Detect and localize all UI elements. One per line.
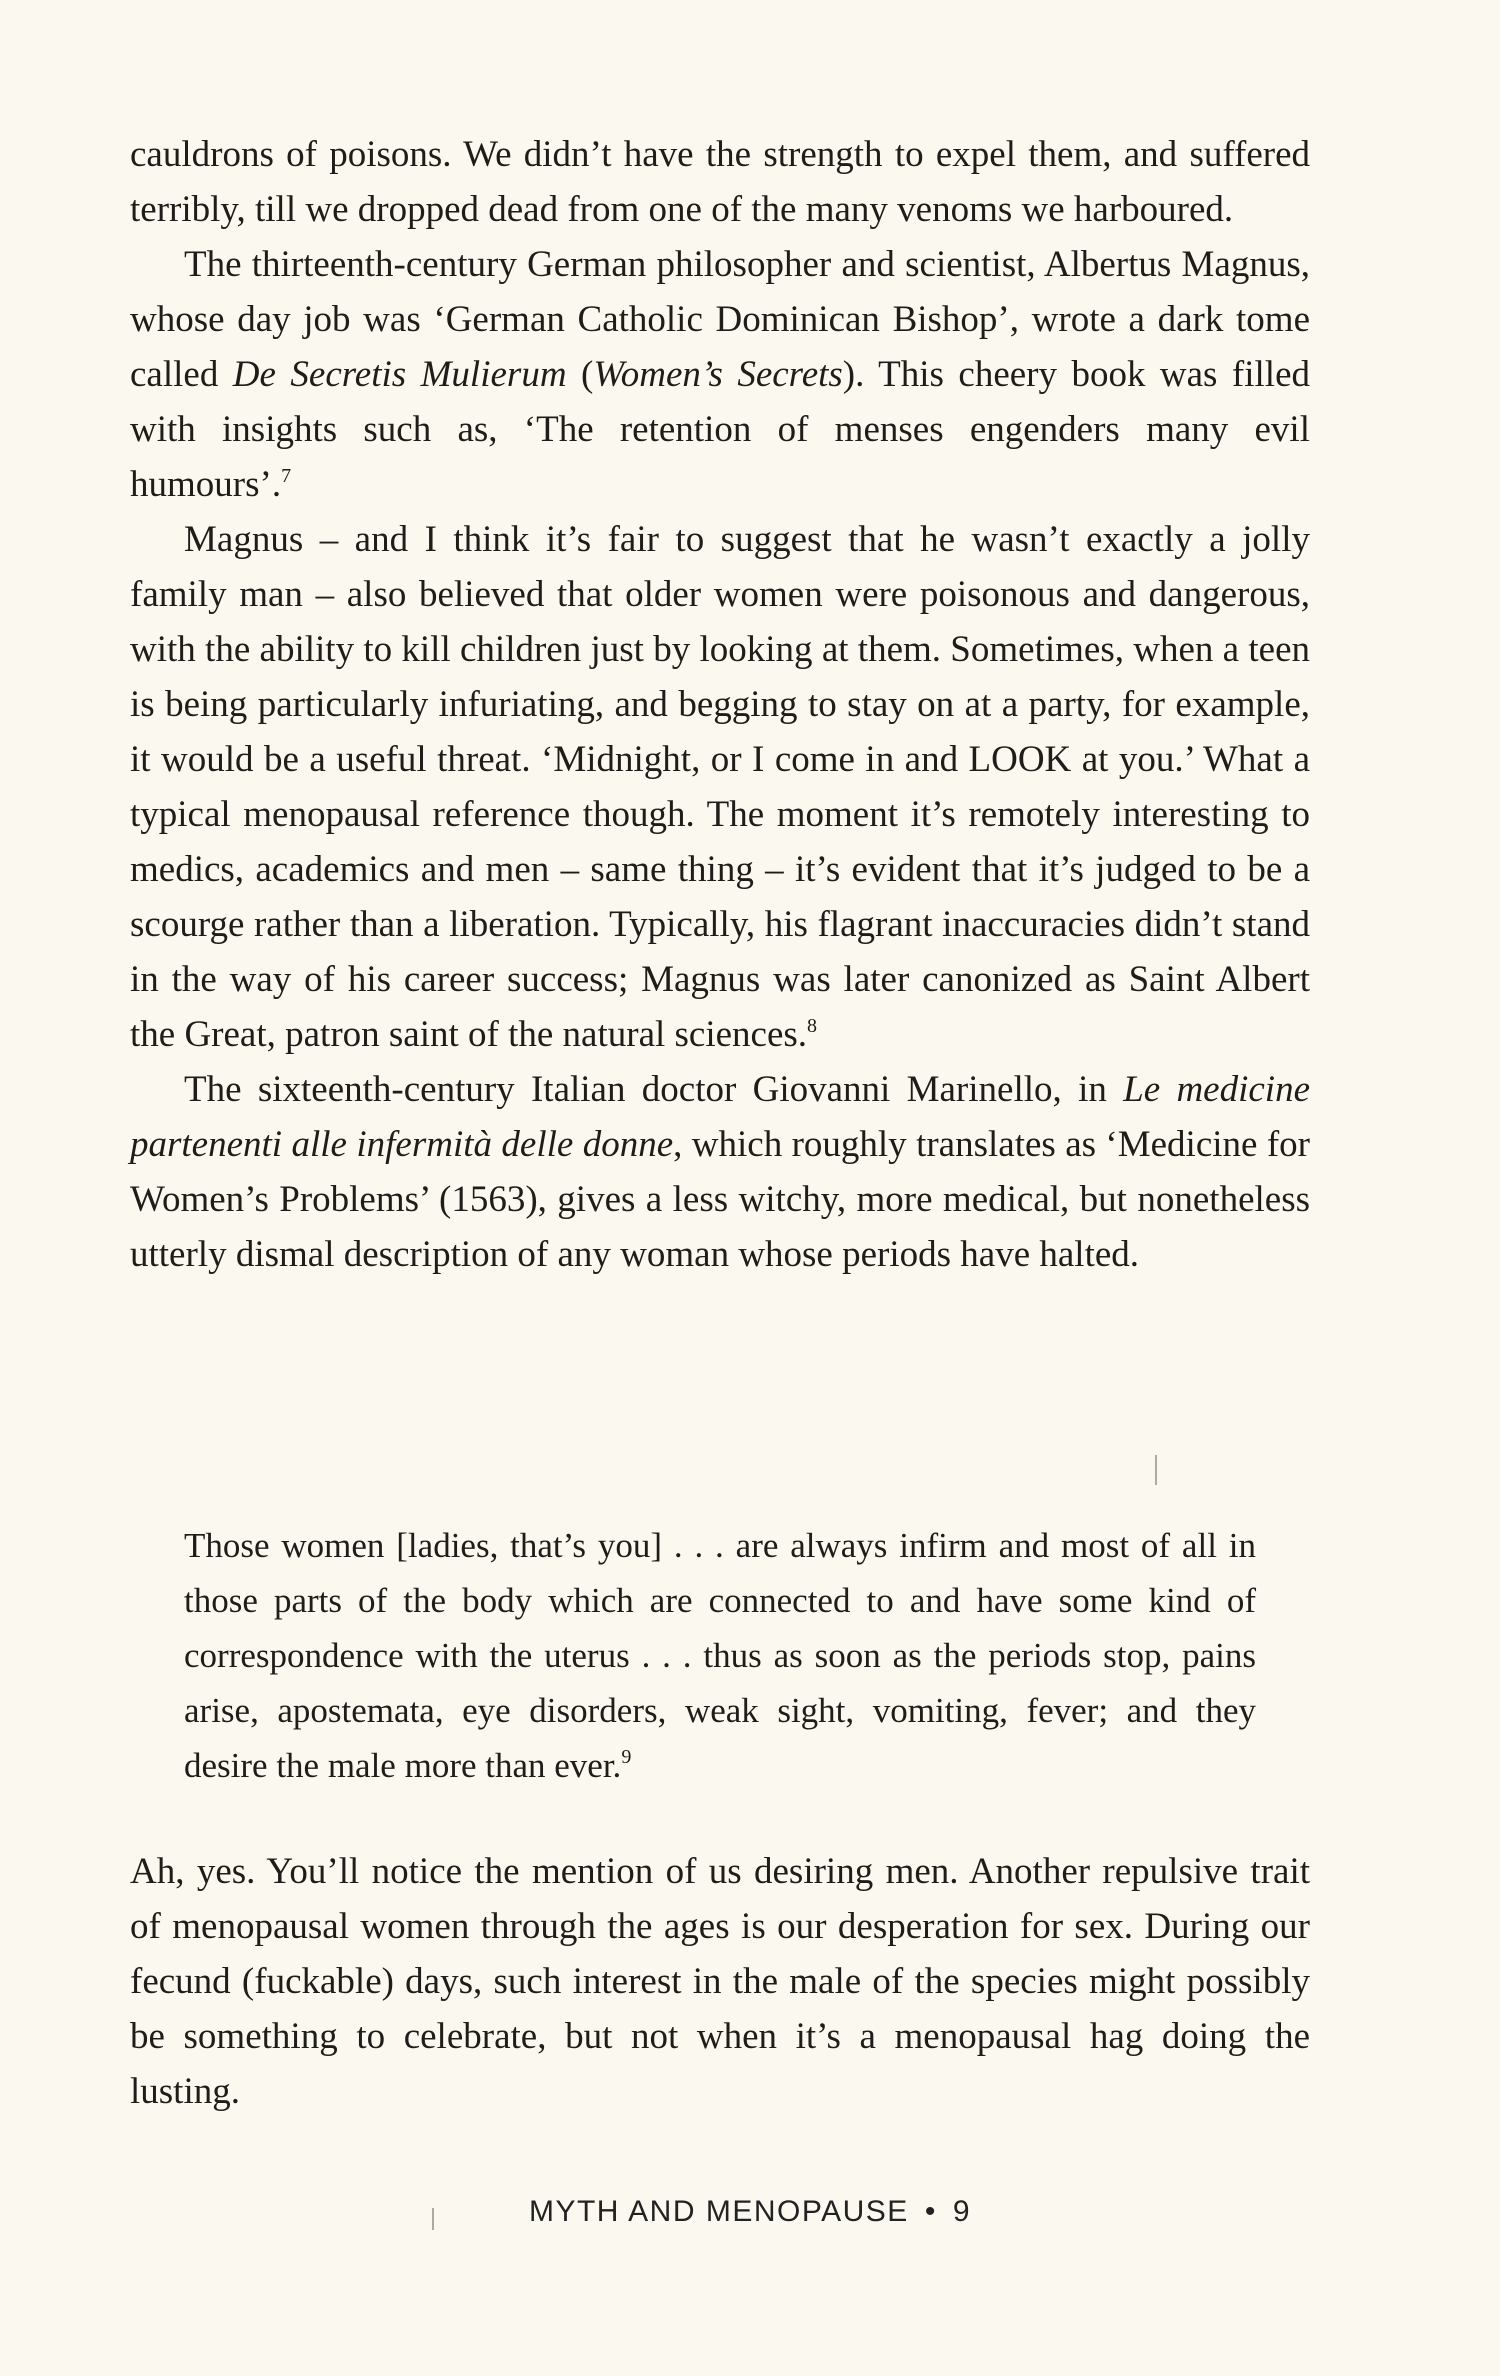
book-title-le-medicine: Le medicine partenenti alle infermità delle donne [130, 1069, 1311, 1165]
book-title-translation: Women’s Secrets [593, 354, 843, 395]
paragraph-2: The thirteenth-century German philosopher and scientist, Albertus Magnus, whose day job was ‘German Catholic Dominican Bishop’, wrote a dark tome called De Secretis Mulierum (Women’s Secrets). This cheery book was filled with insights such as, ‘The retention of menses engenders many evil humours’.$^7$ [130, 244, 1310, 505]
running-head: MYTH AND MENOPAUSE [528, 2195, 909, 2228]
page-number: 9 [952, 2195, 972, 2228]
block-quote [184, 1518, 1256, 1793]
bullet-separator: • [924, 2195, 937, 2228]
page-footer [0, 2195, 1500, 2229]
scan-artifact-mark [1155, 1455, 1157, 1485]
paragraph-1: cauldrons of poisons. We didn’t have the strength to expel them, and suffered terribly, till we dropped dead from one of the many venoms we harboured. [130, 134, 1310, 230]
scan-artifact-mark [432, 2208, 434, 2230]
footnote-marker[interactable]: 8 [807, 1015, 818, 1037]
book-title-de-secretis: De Secretis Mulierum [232, 354, 567, 395]
paragraph-3: Magnus – and I think it’s fair to suggest that he wasn’t exactly a jolly family man – also believed that older women were poisonous and dangerous, with the ability to kill children just by looking at them. Sometimes, when a teen is being particularly infuriating, and begging to stay on at a party, for example, it would be a useful threat. ‘Midnight, or I come in and LOOK at you.’ What a typical menopausal reference though. The moment it’s remotely interesting to medics, academics and men – same thing – it’s evident that it’s judged to be a scourge rather than a liberation. Typically, his flagrant inaccuracies didn’t stand in the way of his career success; Magnus was later canonized as Saint Albert the Great, patron saint of the natural sciences.$^8$ [130, 519, 1310, 1055]
footnote-marker[interactable]: 9 [621, 1746, 632, 1768]
paragraph-5: Ah, yes. You’ll notice the mention of us desiring men. Another repulsive trait of menopausal women through the ages is our desperation for sex. During our fecund (fuckable) days, such interest in the male of the species might possibly be something to celebrate, but not when it’s a menopausal hag doing the lusting. [130, 1851, 1310, 2112]
quote-paragraph: Those women [ladies, that’s you] . . . are always infirm and most of all in those parts of the body which are connected to and have some kind of correspondence with the uterus . . . thus as soon as the periods stop, pains arise, apostemata, eye disorders, weak sight, vomiting, fever; and they desire the male more than ever.$^9$ [184, 1526, 1256, 1785]
footnote-marker[interactable]: 7 [281, 465, 292, 487]
paragraph-4: The sixteenth-century Italian doctor Giovanni Marinello, in Le medicine partenenti alle infermità delle donne, which roughly translates as ‘Medicine for Women’s Problems’ (1563), gives a less witchy, more medical, but nonetheless utterly dismal description of any woman whose periods have halted. [130, 1069, 1311, 1275]
closing-text [130, 1844, 1310, 2119]
body-text [130, 127, 1310, 1282]
